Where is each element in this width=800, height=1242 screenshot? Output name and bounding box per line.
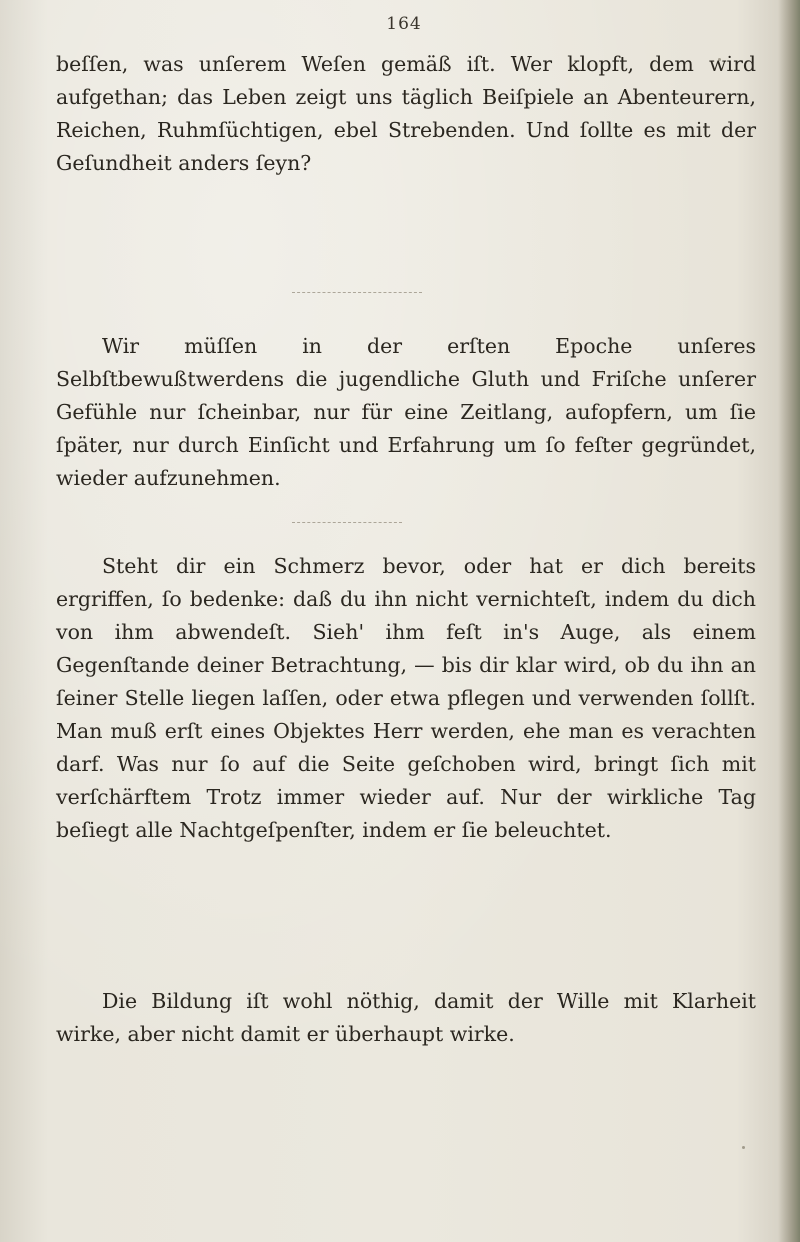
paper-speck <box>708 1002 711 1005</box>
page-binding-edge <box>778 0 800 1242</box>
paragraph-4 <box>56 985 756 1051</box>
paper-speck <box>742 1146 745 1149</box>
paragraph-1 <box>56 48 756 180</box>
paragraph-3-text: Steht dir ein Schmerz bevor, oder hat er dich bereits ergriffen, ſo bedenke: daß du ihn nicht vernichteſt, indem du dich von ihm abwendeſt. Sieh' ihm feſt in's Auge, als einem Gegenſtande deiner Betrachtung, — bis dir klar wird, ob du ihn an ſeiner Stelle liegen laſſen, oder etwa pflegen und verwenden ſollſt. Man muß erſt eines Objektes Herr werden, ehe man es verachten darf. Was nur ſo auf die Seite geſchoben wird, bringt ſich mit verſchärftem Trotz immer wieder auf. Nur der wirkliche Tag beſiegt alle Nachtgeſpenſter, indem er ſie beleuchtet. <box>56 554 756 842</box>
paragraph-3 <box>56 550 756 847</box>
paragraph-1-text: beſſen, was unſerem Weſen gemäß iſt. Wer klopft, dem wird aufgethan; das Leben zeigt uns täglich Beiſpiele an Abenteurern, Reichen, Ruhmſüchtigen, ebel Strebenden. Und ſollte es mit der Geſundheit anders ſeyn? <box>56 52 756 175</box>
section-divider-1 <box>292 292 422 293</box>
page-number: 164 <box>386 14 422 34</box>
paragraph-2-text: Wir müſſen in der erſten Epoche unſeres Selbſtbewußtwerdens die jugendliche Gluth und Friſche unſerer Gefühle nur ſcheinbar, nur für eine Zeitlang, aufopfern, um ſie ſpäter, nur durch Einſicht und Erfahrung um ſo feſter gegründet, wieder aufzunehmen. <box>56 334 756 490</box>
paragraph-4-text: Die Bildung iſt wohl nöthig, damit der Wille mit Klarheit wirke, aber nicht damit er überhaupt wirke. <box>56 989 756 1046</box>
section-divider-2 <box>292 522 402 523</box>
paragraph-2 <box>56 330 756 495</box>
paper-speck <box>718 58 721 61</box>
